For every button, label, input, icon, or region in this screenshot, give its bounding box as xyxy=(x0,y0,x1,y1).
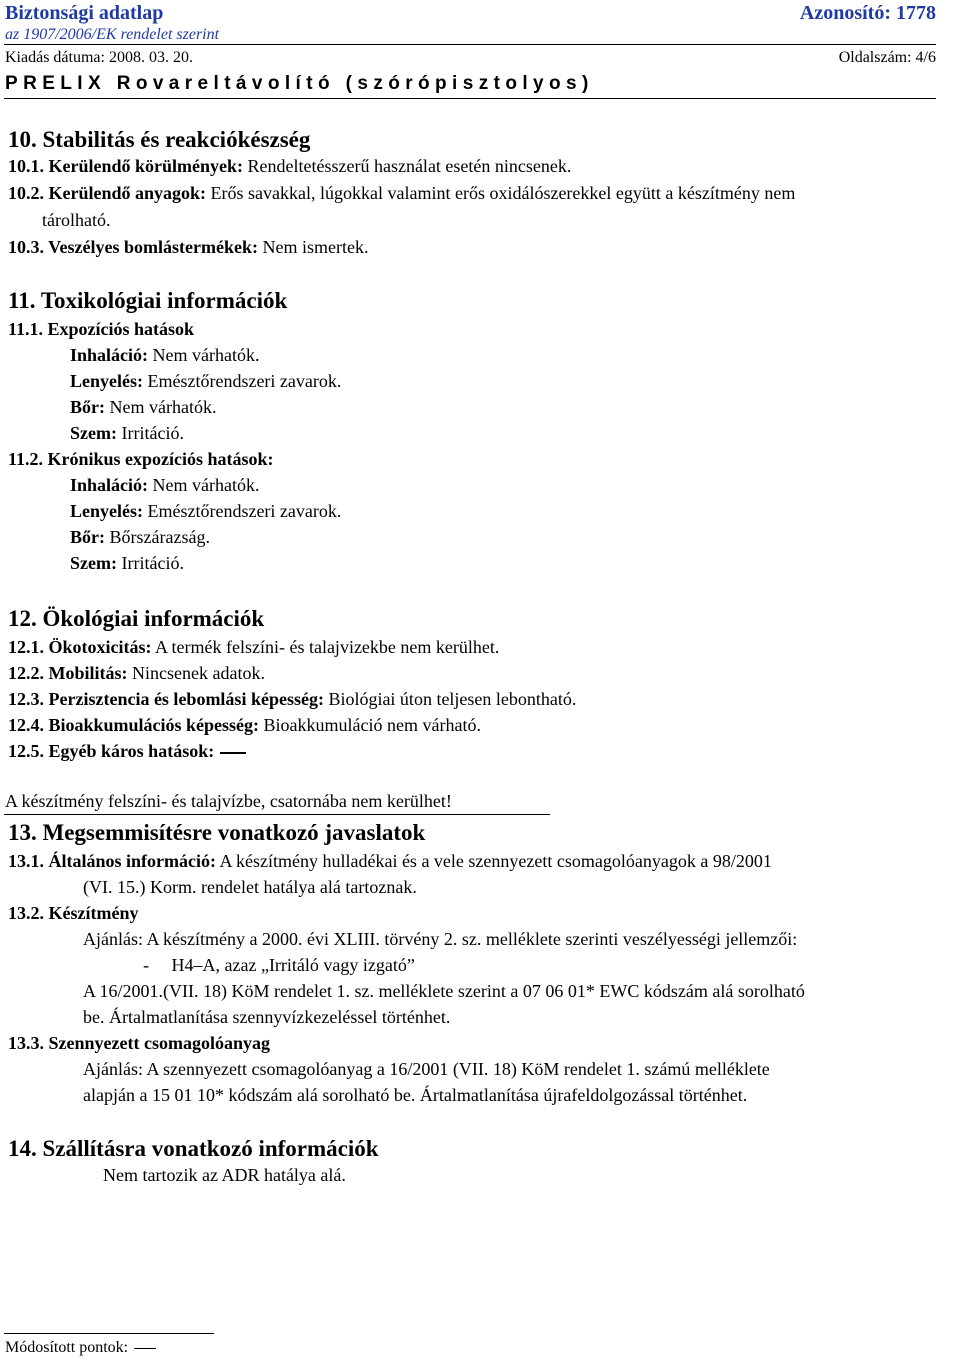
page-number: Oldalszám: 4/6 xyxy=(838,49,936,66)
doc-id: Azonosító: 1778 xyxy=(799,2,936,24)
s12-l4-text: Bioakkumuláció nem várható. xyxy=(259,715,481,735)
s12-warning-underline xyxy=(4,814,550,815)
s13-line-1 xyxy=(8,850,772,872)
s13-hazard-bullet: - H4–A, azaz „Irritáló vagy izgató” xyxy=(143,955,415,975)
s10-l2-label: 10.2. Kerülendő anyagok: xyxy=(8,183,207,203)
issue-date: Kiadás dátuma: 2008. 03. 20. xyxy=(5,49,193,66)
s11-c-ingestion xyxy=(70,500,341,522)
s11-c-eye xyxy=(70,552,184,574)
s11-sub-1: 11.1. Expozíciós hatások xyxy=(8,319,195,339)
s12-l3-label: 12.3. Perzisztencia és lebomlási képesség: xyxy=(8,689,324,709)
s11-c-inhalation xyxy=(70,474,259,496)
s10-l3-text: Nem ismertek. xyxy=(257,237,369,257)
s13-ewc: A 16/2001.(VII. 18) KöM rendelet 1. sz. melléklete szerint a 07 06 01* EWC kódszám alá sorolható xyxy=(83,981,805,1001)
s11-a-bor-label: Bőr: xyxy=(70,397,105,417)
s11-a-inhalation xyxy=(70,344,259,366)
s10-line-2 xyxy=(8,182,795,204)
regulation-ref: az 1907/2006/EK rendelet szerint xyxy=(5,26,220,43)
s11-c-inh-label: Inhaláció: xyxy=(70,475,149,495)
s12-line-5 xyxy=(8,740,246,762)
s11-a-eye xyxy=(70,422,184,444)
s13-ewc-cont: be. Ártalmatlanítása szennyvízkezeléssel történhet. xyxy=(83,1007,451,1027)
footer-modified xyxy=(5,1338,156,1357)
s13-recommendation-2-cont: alapján a 15 01 10* kódszám alá sorolható be. Ártalmatlanítása újrafeldolgozással történhet. xyxy=(83,1085,748,1105)
header-rule-bottom xyxy=(4,98,936,99)
doc-title: Biztonsági adatlap xyxy=(5,2,164,24)
section-14-title: 14. Szállításra vonatkozó információk xyxy=(8,1136,379,1161)
s12-l3-text: Biológiai úton teljesen lebontható. xyxy=(323,689,577,709)
s13-line-1-cont: (VI. 15.) Korm. rendelet hatálya alá tartoznak. xyxy=(83,877,417,897)
header-rule-top xyxy=(4,44,936,45)
s13-recommendation-1: Ajánlás: A készítmény a 2000. évi XLIII. törvény 2. sz. melléklete szerinti veszélyességi jellemzői: xyxy=(83,929,798,949)
section-12-title: 12. Ökológiai információk xyxy=(8,606,265,631)
s12-l2-text: Nincsenek adatok. xyxy=(127,663,265,683)
s11-a-len-label: Lenyelés: xyxy=(70,371,143,391)
s11-c-skin xyxy=(70,526,210,548)
s13-sub-2: 13.2. Készítmény xyxy=(8,903,139,923)
s10-l1-label: 10.1. Kerülendő körülmények: xyxy=(8,156,244,176)
s13-l1-text: A készítmény hulladékai és a vele szennyezett csomagolóanyagok a 98/2001 xyxy=(215,851,772,871)
s12-warning: A készítmény felszíni- és talajvízbe, csatornába nem kerülhet! xyxy=(5,791,452,811)
s12-line-4 xyxy=(8,714,481,736)
s10-line-2-cont: tárolható. xyxy=(42,210,111,230)
s11-sub-2: 11.2. Krónikus expozíciós hatások: xyxy=(8,449,274,469)
s11-a-inh-text: Nem várhatók. xyxy=(148,345,260,365)
s10-line-3 xyxy=(8,236,368,258)
s12-l4-label: 12.4. Bioakkumulációs képesség: xyxy=(8,715,260,735)
s12-l1-label: 12.1. Ökotoxicitás: xyxy=(8,637,152,657)
s13-l1-label: 13.1. Általános információ: xyxy=(8,851,216,871)
s12-line-3 xyxy=(8,688,576,710)
section-11-title: 11. Toxikológiai információk xyxy=(8,288,288,313)
s12-line-2 xyxy=(8,662,265,684)
s11-a-skin xyxy=(70,396,216,418)
s10-line-1 xyxy=(8,155,571,177)
s14-text: Nem tartozik az ADR hatálya alá. xyxy=(103,1165,346,1185)
s11-c-inh-text: Nem várhatók. xyxy=(148,475,260,495)
section-13-title: 13. Megsemmisítésre vonatkozó javaslatok xyxy=(8,820,426,845)
footer-rule xyxy=(4,1333,214,1334)
s12-l1-text: A termék felszíni- és talajvizekbe nem kerülhet. xyxy=(151,637,500,657)
s11-c-bor-text: Bőrszárazság. xyxy=(105,527,210,547)
product-name: PRELIX Rovareltávolító (szórópisztolyos) xyxy=(5,73,594,94)
footer-modified-label: Módosított pontok: xyxy=(5,1339,129,1356)
s13-recommendation-2: Ajánlás: A szennyezett csomagolóanyag a 16/2001 (VII. 18) KöM rendelet 1. számú melléklete xyxy=(83,1059,770,1079)
s12-line-1 xyxy=(8,636,499,658)
s10-l2-text: Erős savakkal, lúgokkal valamint erős oxidálószerekkel együtt a készítmény nem xyxy=(206,183,796,203)
s12-l2-label: 12.2. Mobilitás: xyxy=(8,663,128,683)
s11-a-ingestion xyxy=(70,370,341,392)
s11-c-szem-label: Szem: xyxy=(70,553,117,573)
section-10-title: 10. Stabilitás és reakciókészség xyxy=(8,127,311,152)
s11-a-szem-text: Irritáció. xyxy=(116,423,184,443)
s11-a-bor-text: Nem várhatók. xyxy=(105,397,217,417)
s10-l3-label: 10.3. Veszélyes bomlástermékek: xyxy=(8,237,258,257)
s11-c-bor-label: Bőr: xyxy=(70,527,105,547)
s11-a-szem-label: Szem: xyxy=(70,423,117,443)
s11-a-inh-label: Inhaláció: xyxy=(70,345,149,365)
s11-c-len-text: Emésztőrendszeri zavarok. xyxy=(142,501,342,521)
s12-l5-label: 12.5. Egyéb káros hatások: xyxy=(8,741,215,761)
em-dash-mark xyxy=(220,752,246,754)
s13-sub-3: 13.3. Szennyezett csomagolóanyag xyxy=(8,1033,270,1053)
s10-l1-text: Rendeltetésszerű használat esetén nincsenek. xyxy=(243,156,572,176)
s11-c-szem-text: Irritáció. xyxy=(116,553,184,573)
s11-a-len-text: Emésztőrendszeri zavarok. xyxy=(142,371,342,391)
s11-c-len-label: Lenyelés: xyxy=(70,501,143,521)
footer-dash-mark xyxy=(134,1348,156,1349)
